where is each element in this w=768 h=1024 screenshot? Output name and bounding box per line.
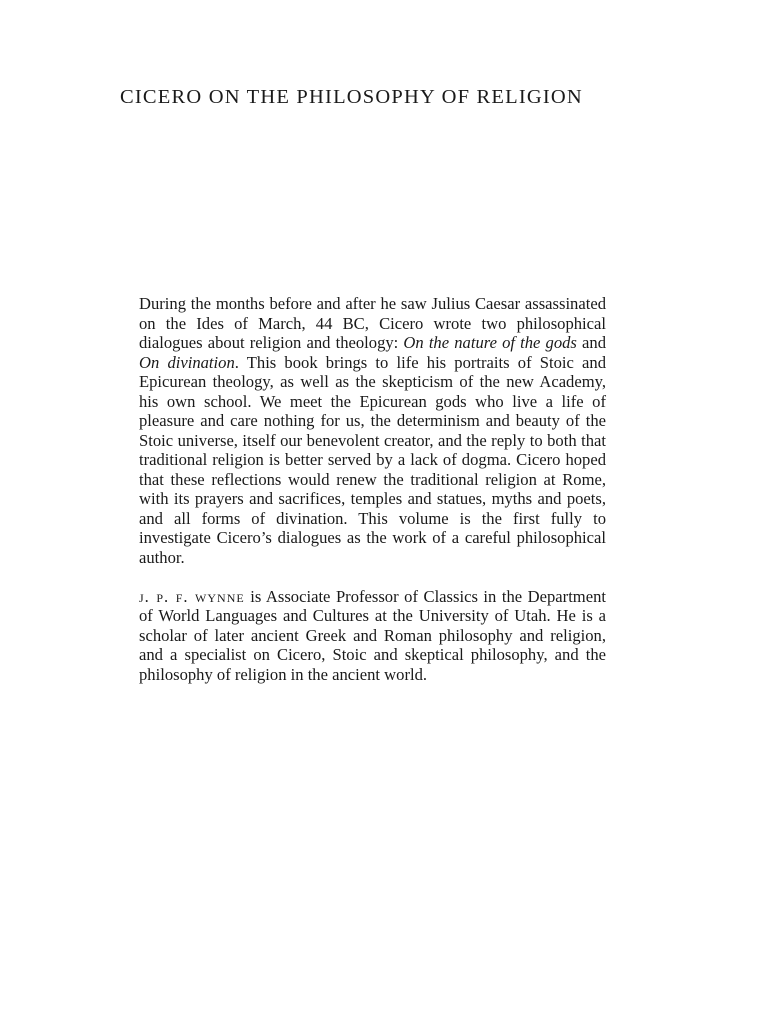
blurb <box>139 294 606 684</box>
description-text-2: and <box>576 333 606 352</box>
author-bio-text: is Associate Professor of Classics in the Department of World Languages and Cultures at the University of Utah. He is a scholar of later ancient Greek and Roman philosophy and religion, and a specialist on Cicero, Stoic and skeptical philosophy, and the philosophy of religion in the ancient world. <box>139 586 606 684</box>
description-text-1: During the months before and after he saw Julius Caesar assassinated on the Ides of March, 44 BC, Cicero wrote two philosophical dialogues about religion and theology: <box>139 294 606 352</box>
work-title-on-divination: On divination <box>139 352 235 372</box>
author-bio <box>139 587 606 685</box>
book-description <box>139 294 606 567</box>
author-name: j. p. f. wynne <box>139 586 245 606</box>
description-text-3: . This book brings to life his portraits of Stoic and Epicurean theology, as well as the skepticism of the new Academy, his own school. We meet the Epicurean gods who live a life of pleasure and care nothing for us, the determinism and beauty of the Stoic universe, itself our benevolent creator, and the reply to both that traditional religion is better served by a lack of dogma. Cicero hoped that these reflections would renew the traditional religion at Rome, with its prayers and sacrifices, temples and statues, myths and poets, and all forms of divination. This volume is the first fully to investigate Cicero’s dialogues as the work of a careful philosophical author. <box>139 352 606 567</box>
book-title: CICERO ON THE PHILOSOPHY OF RELIGION <box>120 86 583 108</box>
work-title-nature-of-gods: On the nature of the gods <box>403 333 577 352</box>
